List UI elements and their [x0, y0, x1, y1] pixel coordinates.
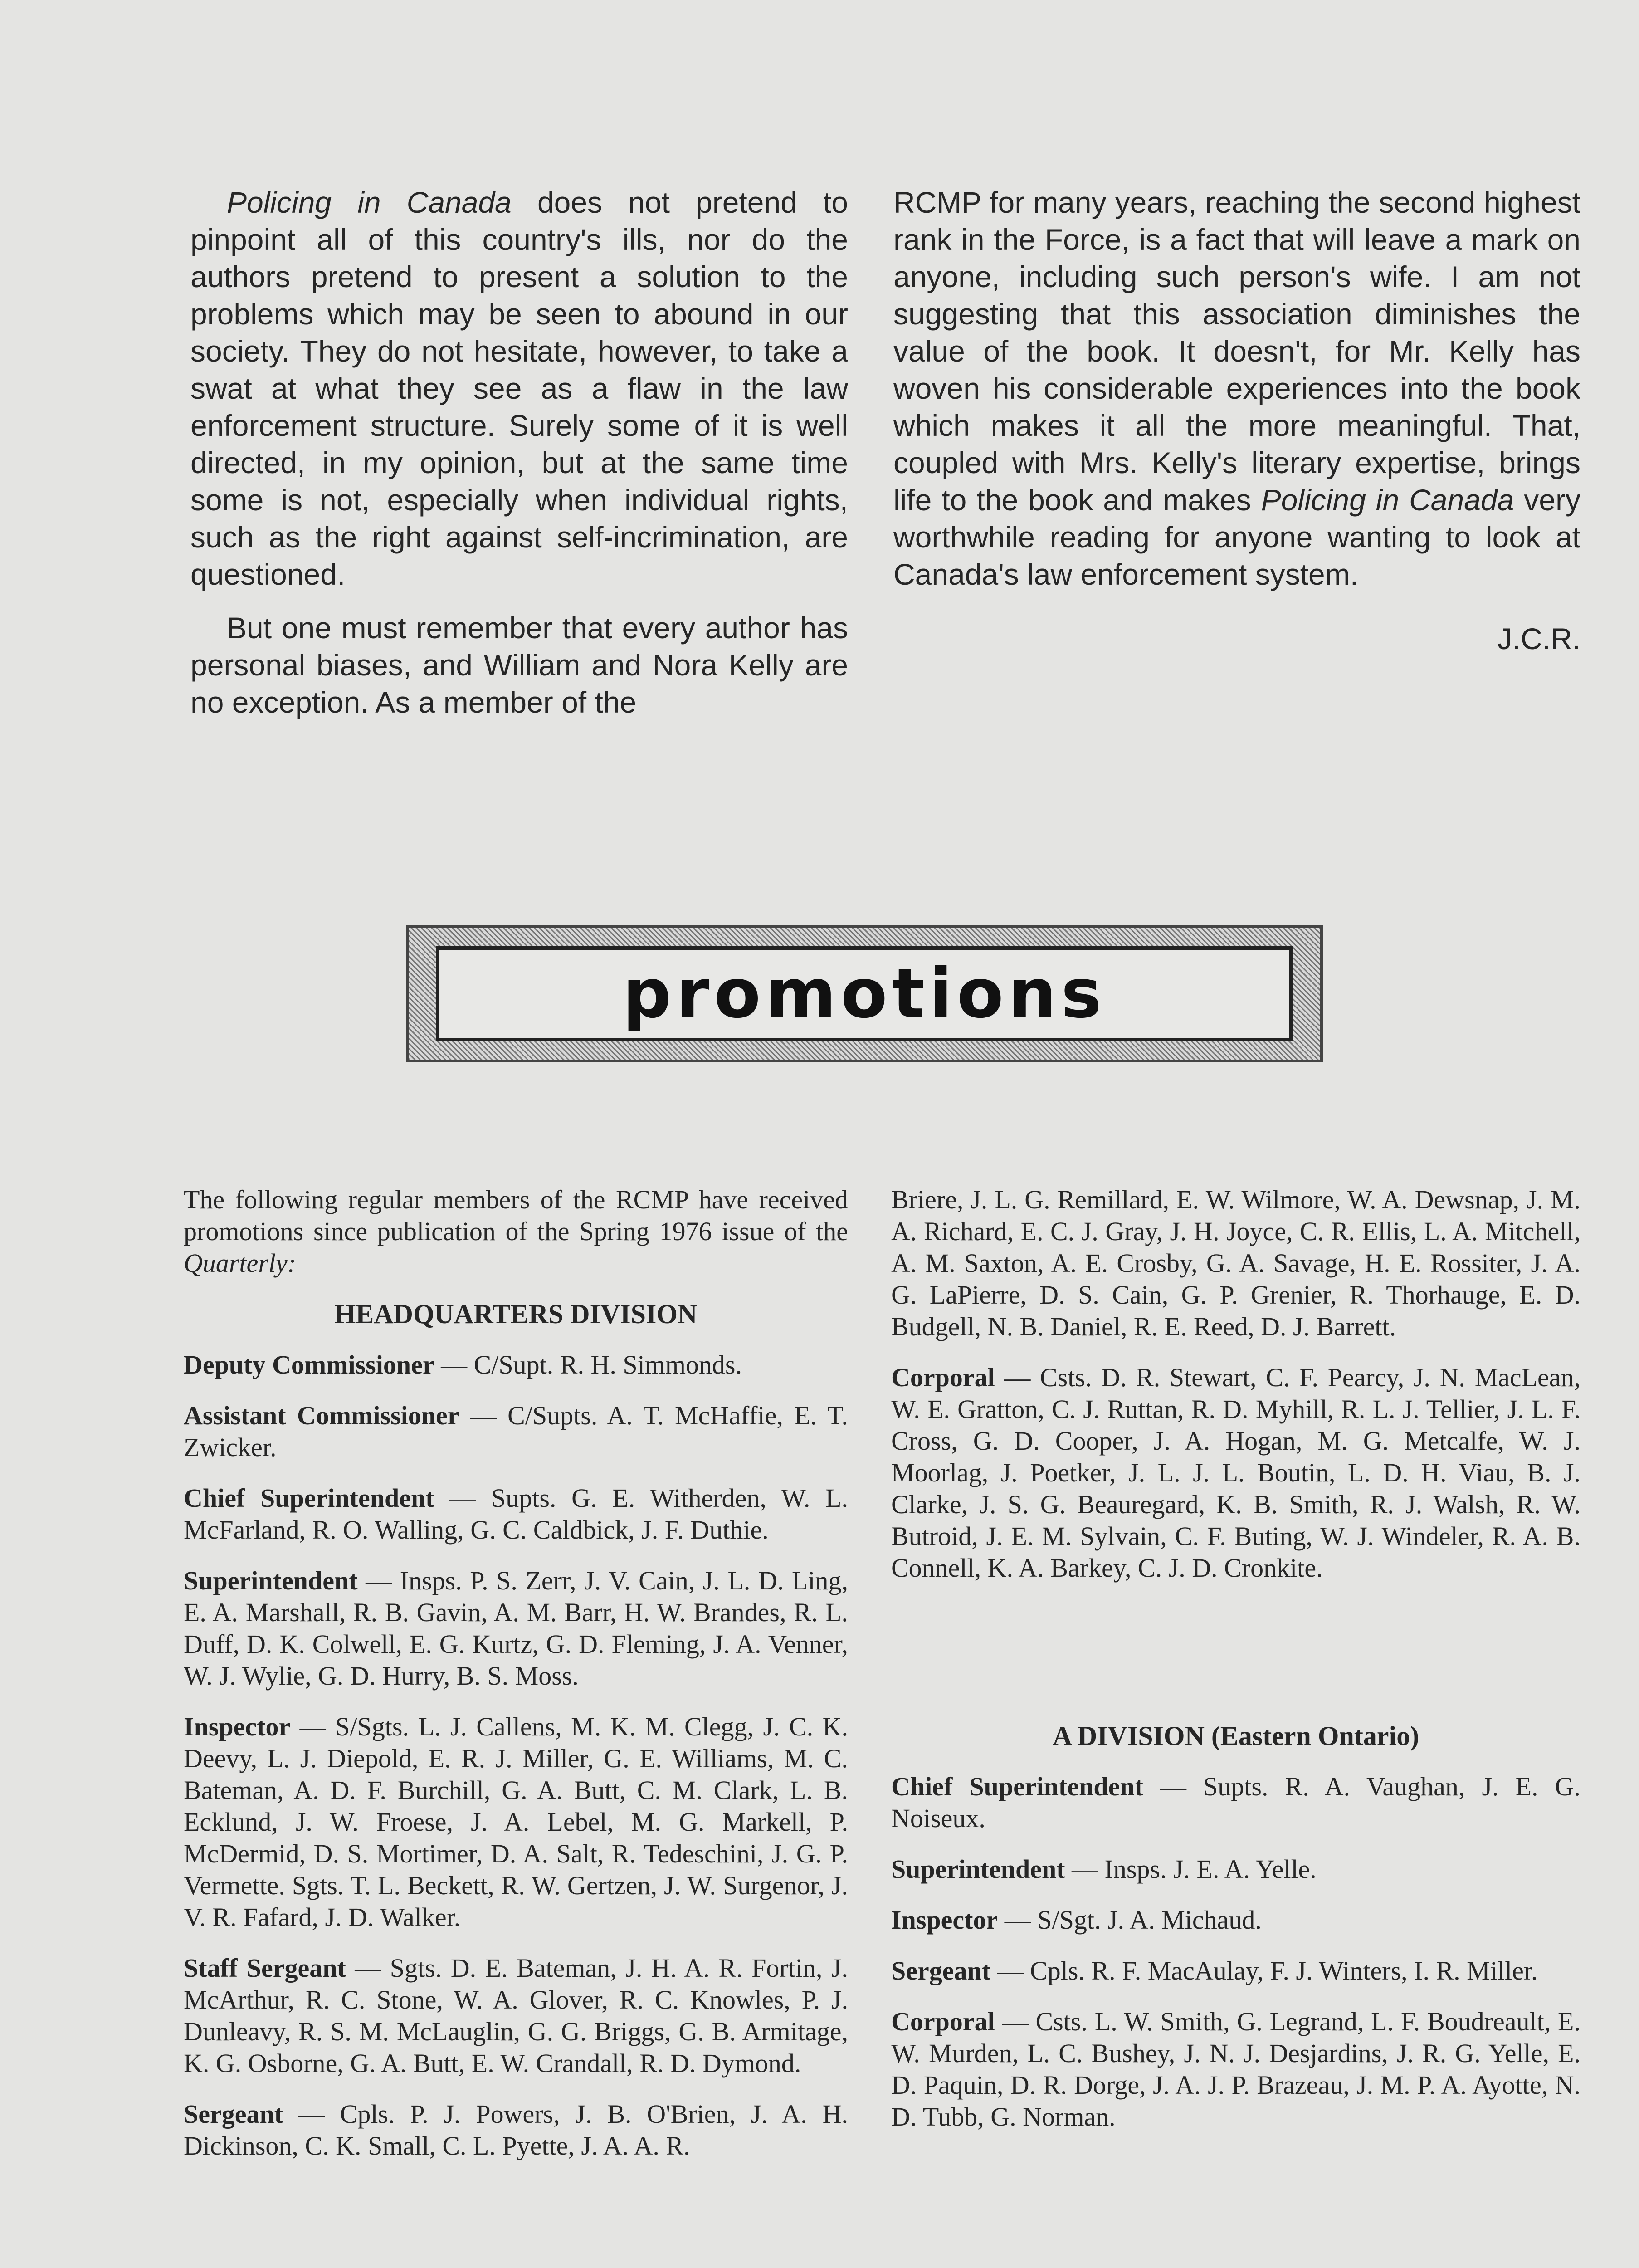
book-title: Policing in Canada: [1261, 483, 1514, 517]
promotions-title: promotions: [623, 954, 1106, 1033]
promotion-entry: Inspector — S/Sgt. J. A. Michaud.: [891, 1905, 1262, 1935]
review-paragraph-2: But one must remember that every author has personal biases, and William and Nora Kelly are no exception. As a member of the: [190, 611, 848, 719]
promotion-entry: Superintendent — Insps. J. E. A. Yelle.: [891, 1854, 1317, 1884]
promotions-right-column: [891, 1184, 1580, 2152]
promotion-entry: Corporal — Csts. L. W. Smith, G. Legrand, L. F. Boudreault, E. W. Murden, L. C. Bushey, J. N. J. Desjardins, J. R. G. Yelle, E. D. Paquin, D. R. Dorge, J. A. J. P. Brazeau, J. M. P. A. Ayotte, N. D. Tubb, G. Norman.: [891, 2007, 1580, 2131]
promotions-banner: [406, 925, 1323, 1062]
promotion-entry: Assistant Commissioner — C/Supts. A. T. McHaffie, E. T. Zwicker.: [184, 1401, 848, 1462]
promotions-banner-frame: [436, 946, 1293, 1041]
promotion-entry: Superintendent — Insps. P. S. Zerr, J. V. Cain, J. L. D. Ling, E. A. Marshall, R. B. Gavin, A. M. Barr, H. W. Brandes, R. L. Duff, D. K. Colwell, E. G. Kurtz, G. D. Fleming, J. A. Venner, W. J. Wylie, G. D. Hurry, B. S. Moss.: [184, 1566, 848, 1691]
intro-text: The following regular members of the RCMP have received promotions since publication of the Spring 1976 issue of the Quarterly:: [184, 1185, 848, 1278]
promotion-entry: Inspector — S/Sgts. L. J. Callens, M. K. M. Clegg, J. C. K. Deevy, L. J. Diepold, E. R. J. Miller, G. E. Williams, M. C. Bateman, A. D. F. Burchill, G. A. Butt, C. M. Clark, L. B. Ecklund, J. W. Froese, J. A. Lebel, M. G. Markell, P. McDermid, D. S. Mortimer, D. A. Salt, R. Tedeschini, J. G. P. Vermette. Sgts. T. L. Beckett, R. W. Gertzen, J. W. Surgenor, J. V. R. Fafard, J. D. Walker.: [184, 1712, 848, 1932]
review-left-column: [190, 184, 848, 737]
promotion-entry: Sergeant — Cpls. R. F. MacAulay, F. J. Winters, I. R. Miller.: [891, 1956, 1538, 1985]
promotion-entry: Deputy Commissioner — C/Supt. R. H. Simmonds.: [184, 1350, 742, 1379]
promotion-entry: Staff Sergeant — Sgts. D. E. Bateman, J. H. A. R. Fortin, J. McArthur, R. C. Stone, W. A. Glover, R. C. Knowles, P. J. Dunleavy, R. S. M. McLauglin, G. G. Briggs, G. B. Armitage, K. G. Osborne, G. A. Butt, E. W. Crandall, R. D. Dymond.: [184, 1953, 848, 2078]
promotion-entry: Chief Superintendent — Supts. R. A. Vaughan, J. E. G. Noiseux.: [891, 1772, 1580, 1833]
promotions-left-column: [184, 1184, 848, 2181]
review-signature: J.C.R.: [1497, 622, 1580, 655]
a-division-heading: A DIVISION (Eastern Ontario): [1052, 1721, 1419, 1751]
book-title: Policing in Canada: [227, 186, 512, 219]
promotion-entry: Corporal — Csts. D. R. Stewart, C. F. Pearcy, J. N. MacLean, W. E. Gratton, C. J. Ruttan, R. D. Myhill, R. L. J. Tellier, J. L. F. Cross, G. D. Cooper, J. A. Hogan, M. G. Metcalfe, W. J. Moorlag, J. Poetker, J. L. J. L. Boutin, L. D. H. Viau, B. J. Clarke, J. S. G. Beauregard, K. B. Smith, R. J. Walsh, R. W. Butroid, J. E. M. Sylvain, C. F. Buting, W. J. Windeler, R. A. B. Connell, K. A. Barkey, C. J. D. Cronkite.: [891, 1363, 1580, 1583]
promotion-entry: Chief Superintendent — Supts. G. E. Witherden, W. L. McFarland, R. O. Walling, G. C. Caldbick, J. F. Duthie.: [184, 1483, 848, 1545]
promotion-entry: Sergeant — Cpls. P. J. Powers, J. B. O'Brien, J. A. H. Dickinson, C. K. Small, C. L. Pyette, J. A. A. R.: [184, 2099, 848, 2160]
review-right-column: [893, 184, 1580, 657]
promotion-entry-continued: Briere, J. L. G. Remillard, E. W. Wilmore, W. A. Dewsnap, J. M. A. Richard, E. C. J. Gray, J. H. Joyce, C. R. Ellis, L. A. Mitchell, A. M. Saxton, A. E. Crosby, G. A. Savage, H. E. Rossiter, J. A. G. LaPierre, D. S. Cain, G. P. Grenier, R. Thorhauge, E. D. Budgell, N. B. Daniel, R. E. Reed, D. J. Barrett.: [891, 1185, 1580, 1341]
hq-division-heading: HEADQUARTERS DIVISION: [334, 1299, 698, 1329]
review-paragraph-1: Policing in Canada does not pretend to pinpoint all of this country's ills, nor do the authors pretend to present a solution to the problems which may be seen to abound in our society. They do not hesitate, however, to take a swat at what they see as a flaw in the law enforcement structure. Surely some of it is well directed, in my opinion, but at the same time some is not, especially when individual rights, such as the right against self-incrimination, are questioned.: [190, 186, 848, 591]
review-paragraph-3: RCMP for many years, reaching the second highest rank in the Force, is a fact that will leave a mark on anyone, including such person's wife. I am not suggesting that this association diminishes the value of the book. It doesn't, for Mr. Kelly has woven his considerable experiences into the book which makes it all the more meaningful. That, coupled with Mrs. Kelly's literary expertise, brings life to the book and makes Policing in Canada very worthwhile reading for anyone wanting to look at Canada's law enforcement system.: [893, 186, 1580, 591]
